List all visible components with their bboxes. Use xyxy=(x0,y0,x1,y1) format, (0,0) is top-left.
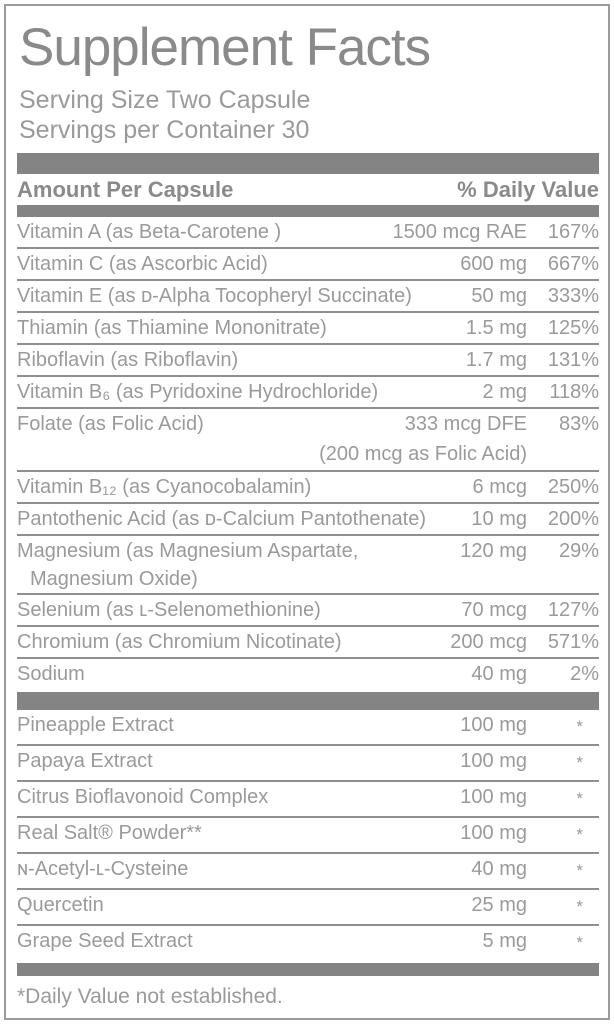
nutrient-name-line2: Magnesium Oxide) xyxy=(30,568,198,590)
nutrient-daily-value: 333% xyxy=(547,285,599,307)
nutrient-row xyxy=(17,377,599,409)
nutrient-row xyxy=(17,595,599,627)
nutrient-row xyxy=(17,281,599,313)
nutrient-daily-value: 571% xyxy=(547,631,599,653)
nutrient-daily-value: 83% xyxy=(558,413,599,435)
nutrient-daily-value: * xyxy=(576,825,583,844)
nutrient-row xyxy=(17,710,599,746)
nutrient-amount: 25 mg xyxy=(471,894,527,916)
table-header-row xyxy=(17,174,599,205)
nutrient-row xyxy=(17,627,599,659)
nutrient-row xyxy=(17,313,599,345)
nutrient-amount: 40 mg xyxy=(471,858,527,880)
nutrient-daily-value: 250% xyxy=(547,476,599,498)
nutrient-daily-value: 125% xyxy=(547,317,599,339)
nutrient-amount: 1.5 mg xyxy=(465,317,527,339)
nutrient-name: ɴ-Acetyl-ʟ-Cysteine xyxy=(17,858,189,880)
nutrient-name: Vitamin E (as ᴅ-Alpha Tocopheryl Succinate) xyxy=(17,285,412,307)
nutrient-name: Citrus Bioflavonoid Complex xyxy=(17,786,269,808)
nutrient-row xyxy=(17,536,599,595)
nutrient-amount: 2 mg xyxy=(482,381,527,403)
nutrient-name: Thiamin (as Thiamine Mononitrate) xyxy=(17,317,327,339)
nutrient-amount: 120 mg xyxy=(460,540,527,562)
nutrient-name: Vitamin B₁₂ (as Cyanocobalamin) xyxy=(17,476,312,498)
nutrient-row xyxy=(17,249,599,281)
nutrient-row xyxy=(17,472,599,504)
nutrient-name: Vitamin B₆ (as Pyridoxine Hydrochloride) xyxy=(17,381,379,403)
nutrient-row xyxy=(17,746,599,782)
nutrient-daily-value: * xyxy=(576,789,583,808)
nutrient-amount: 1500 mcg RAE xyxy=(392,221,527,243)
serving-info xyxy=(19,85,599,145)
divider-bar-bottom xyxy=(17,963,599,976)
nutrient-daily-value: 667% xyxy=(547,253,599,275)
nutrient-daily-value: 167% xyxy=(547,221,599,243)
nutrient-row xyxy=(17,926,599,960)
nutrient-row xyxy=(17,409,599,439)
nutrient-amount: 5 mg xyxy=(482,930,527,952)
nutrient-name: Folate (as Folic Acid) xyxy=(17,413,204,435)
nutrient-name: Quercetin xyxy=(17,894,104,916)
nutrient-row xyxy=(17,659,599,689)
nutrient-amount: 100 mg xyxy=(460,786,527,808)
nutrient-name: Vitamin A (as Beta-Carotene ) xyxy=(17,221,282,243)
nutrient-row xyxy=(17,217,599,249)
amount-per-capsule-header: Amount Per Capsule xyxy=(17,176,234,202)
nutrient-name: Vitamin C (as Ascorbic Acid) xyxy=(17,253,268,275)
nutrient-amount: 1.7 mg xyxy=(465,349,527,371)
nutrient-daily-value: 118% xyxy=(549,381,599,403)
percent-daily-value-header: % Daily Value xyxy=(457,176,599,202)
servings-per-container: Servings per Container 30 xyxy=(19,116,310,144)
vitamins-minerals-table xyxy=(17,217,599,689)
nutrient-daily-value: * xyxy=(576,717,583,736)
label-title: Supplement Facts xyxy=(19,18,431,77)
nutrient-daily-value: * xyxy=(576,861,583,880)
nutrient-amount: 6 mcg xyxy=(472,476,527,498)
serving-size: Serving Size Two Capsule xyxy=(19,86,311,114)
nutrient-row xyxy=(17,345,599,377)
nutrient-daily-value: 2% xyxy=(570,663,599,685)
nutrient-daily-value: 29% xyxy=(558,540,599,562)
nutrient-amount: 50 mg xyxy=(471,285,527,307)
nutrient-daily-value: 200% xyxy=(547,508,599,530)
nutrient-name: Sodium xyxy=(17,663,85,685)
nutrient-amount: 200 mcg xyxy=(450,631,527,653)
nutrient-daily-value: * xyxy=(576,897,583,916)
nutrient-daily-value: * xyxy=(576,933,583,952)
nutrient-row xyxy=(17,504,599,536)
nutrient-row xyxy=(17,782,599,818)
nutrient-subline: (200 mcg as Folic Acid) xyxy=(17,439,599,472)
divider-bar-thick-top xyxy=(17,153,599,174)
botanical-extracts-table xyxy=(17,710,599,960)
nutrient-name: Real Salt® Powder** xyxy=(17,822,202,844)
nutrient-amount: 70 mcg xyxy=(461,599,527,621)
nutrient-name: Selenium (as ʟ-Selenomethionine) xyxy=(17,599,321,621)
nutrient-name: Magnesium (as Magnesium Aspartate, xyxy=(17,540,359,562)
nutrient-daily-value: 131% xyxy=(547,349,599,371)
nutrient-row xyxy=(17,818,599,854)
divider-bar-under-header xyxy=(17,205,599,217)
nutrient-amount: 600 mg xyxy=(460,253,527,275)
nutrient-name: Papaya Extract xyxy=(17,750,153,772)
nutrient-amount: 40 mg xyxy=(471,663,527,685)
nutrient-amount: 333 mcg DFE xyxy=(404,413,527,435)
supplement-facts-label xyxy=(4,4,610,1020)
nutrient-name: Grape Seed Extract xyxy=(17,930,193,952)
nutrient-amount: 100 mg xyxy=(460,822,527,844)
nutrient-daily-value: * xyxy=(576,753,583,772)
nutrient-row xyxy=(17,854,599,890)
nutrient-amount: 100 mg xyxy=(460,714,527,736)
nutrient-name: Pantothenic Acid (as ᴅ-Calcium Pantothenate) xyxy=(17,508,427,530)
nutrient-name: Riboflavin (as Riboflavin) xyxy=(17,349,239,371)
nutrient-amount: 100 mg xyxy=(460,750,527,772)
nutrient-name: Pineapple Extract xyxy=(17,714,174,736)
nutrient-name: Chromium (as Chromium Nicotinate) xyxy=(17,631,342,653)
daily-value-footnote: *Daily Value not established. xyxy=(17,985,283,1008)
nutrient-row xyxy=(17,890,599,926)
divider-bar-middle xyxy=(17,692,599,710)
nutrient-daily-value: 127% xyxy=(547,599,599,621)
nutrient-amount: 10 mg xyxy=(471,508,527,530)
